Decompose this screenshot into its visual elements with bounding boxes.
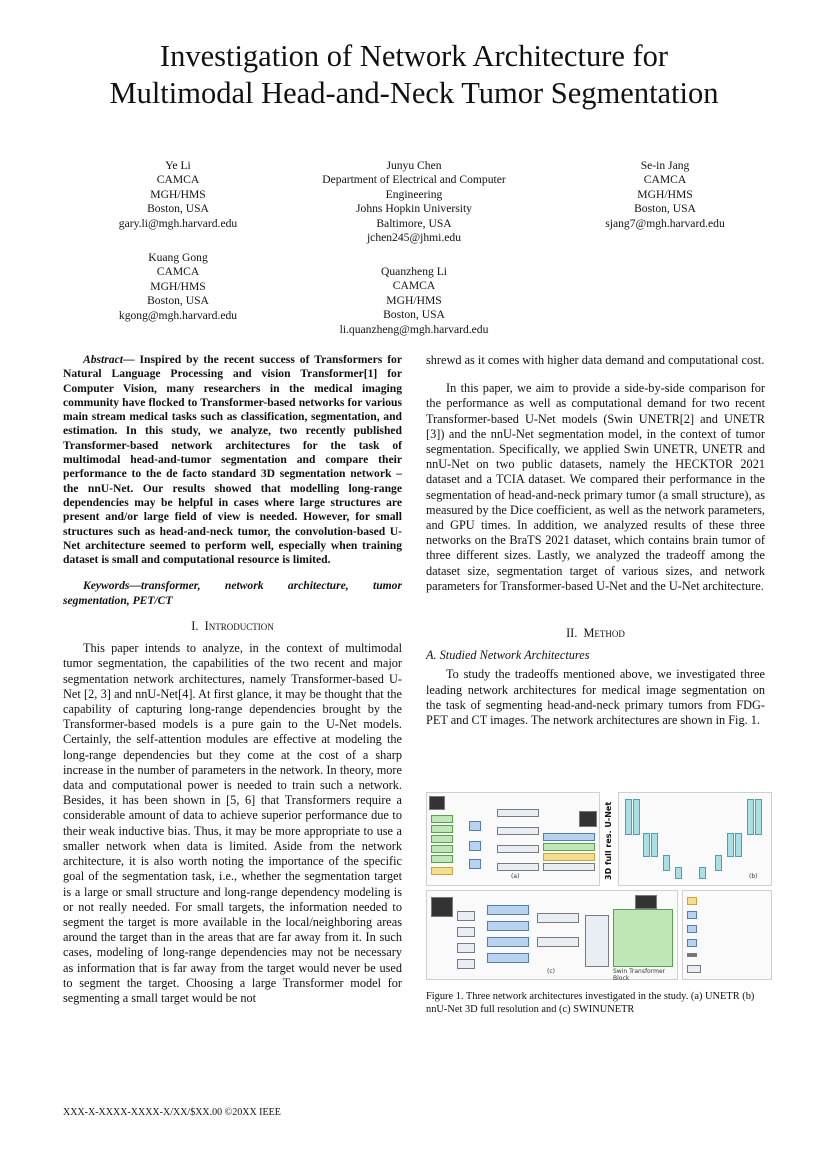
right-column	[426, 353, 765, 728]
diagram-block	[431, 845, 453, 853]
author-affiliation: Department of Electrical and Computer	[322, 173, 506, 187]
diagram-block	[715, 855, 722, 871]
author-email: li.quanzheng@mgh.harvard.edu	[339, 322, 489, 336]
section-title: Method	[583, 626, 625, 641]
title-line-2: Multimodal Head-and-Neck Tumor Segmentation	[109, 76, 719, 110]
diagram-block	[487, 937, 529, 947]
legend-swatch	[687, 911, 697, 919]
diagram-block	[431, 825, 453, 833]
diagram-block	[585, 915, 609, 967]
diagram-block	[747, 799, 754, 835]
author-location: Boston, USA	[147, 294, 209, 308]
author-email: gary.li@mgh.harvard.edu	[118, 216, 238, 230]
diagram-block	[537, 937, 579, 947]
diagram-block	[457, 943, 475, 953]
abstract-label: Abstract—	[83, 353, 135, 366]
author-name: Junyu Chen	[386, 159, 442, 172]
diagram-block	[727, 833, 734, 857]
intro-paragraph: This paper intends to analyze, in the context of multimodal tumor segmentation, the capabilities of the two recent and major segmentation network architectures, namely Transformer-based U-Net [2, 3] and nnU-Net[4]. At first glance, it may be thought that the capability of capturing long-range dependencies brought by the Transformer-based models is a pure gain to the U-Net models. Certainly, the self-attention modules are effective at modeling the long-range dependencies but they come at the cost of a sharp increase in the number of parameters in the network. In theory, more data and computational power is needed to train such a network. Besides, it has been shown in [5, 6] that Transformers require a considerable amount of data to achieve superior performance due to their weak inductive bias. Thus, it may be more appropriate to use a smaller network when data is limited. Aside from the network architecture, it is also worth noting the importance of the specific goal of the segmentation task, i.e., whether the segmentation target is a large or small structure and long-range dependency modeling is or not really needed. For small targets, the information needed to segment the target is more available in the local/neighboring areas around the target than in the areas that are far away from it. In such cases, modeling of long-range dependencies may not be necessary as information that is far away from the target would never be used to segment the target. Choosing a large Transformer model for segmenting a small target would be not	[63, 641, 402, 1005]
diagram-block	[487, 953, 529, 963]
abstract-text: Inspired by the recent success of Transformers for Natural Language Processing and vision Transformer[1] for Computer Vision, many researchers in the medical imaging community have flocked to Transformer-based networks for various main stream medical tasks such as classification, segmentation, and estimation. In this study, we analyze, two recently published Transformer-based network architectures for the task of multimodal head-and-tumor segmentation and compare their performance to the de facto standard 3D segmentation network – the nnU-Net. Our results showed that modelling long-range dependencies may be helpful in cases where large structures are present and/or large field of view is needed. However, for small structures such as head-and-neck tumor, the convolution-based U-Net architecture seemed to perform well, especially when training dataset is small and computational resource is limited.	[63, 353, 402, 567]
figure-panel-a	[426, 792, 600, 886]
body-paragraph: In this paper, we aim to provide a side-by-side comparison for the performance as well as computational demand for two recent Transformer-based U-Net models (Swin UNETR[2] and UNETR [3]) and the nnU-Net segmentation model, in the context of tumor segmentation. Specifically, we applied Swin UNETR, UNETR and nnU-Net on two public datasets, namely the HECKTOR 2021 dataset and a TCIA dataset. We compared their performance in the segmentation of head-and-neck primary tumor (a small structure), as measured by the Dice coefficient, as well as the network parameters, and GPU times. In addition, we analyzed results of these three networks on the BraTS 2021 dataset, which contains brain tumor of three different sizes. Lastly, we analyzed the tradeoff among the dataset size, segmentation target of various sizes, and network parameters for Transformer-based U-Net and the U-Net architecture.	[426, 381, 765, 593]
section-heading-method	[426, 626, 765, 641]
legend-swatch	[543, 853, 595, 861]
output-image	[579, 811, 597, 827]
figure-caption: Figure 1. Three network architectures investigated in the study. (a) UNETR (b) nnU-Net 3D full resolution and (c) SWINUNETR	[426, 991, 755, 1015]
legend-swatch	[687, 897, 697, 905]
input-image	[431, 897, 453, 917]
diagram-block	[487, 921, 529, 931]
swin-transformer-block	[613, 909, 673, 967]
legend-swatch	[687, 925, 697, 933]
diagram-block	[457, 959, 475, 969]
left-column	[63, 353, 402, 1006]
method-paragraph: To study the tradeoffs mentioned above, we investigated three leading network architectures for medical image segmentation on the task of segmenting head-and-neck primary tumors from FDG-PET and CT images. The network architectures are shown in Fig. 1.	[426, 667, 765, 728]
legend-swatch	[543, 843, 595, 851]
author-name: Ye Li	[165, 159, 191, 172]
diagram-block	[537, 913, 579, 923]
diagram-block	[469, 841, 481, 851]
legend-swatch	[687, 965, 701, 973]
figure-panel-b	[618, 792, 772, 886]
legend-swatch	[687, 953, 697, 957]
diagram-block	[699, 867, 706, 879]
figure-legend	[682, 890, 772, 980]
author-block	[103, 159, 253, 231]
author-name: Quanzheng Li	[381, 265, 447, 278]
subsection-heading: A. Studied Network Architectures	[426, 648, 590, 663]
legend-swatch	[687, 939, 697, 947]
panel-label-c: (c)	[547, 968, 555, 975]
author-location: Boston, USA	[634, 202, 696, 216]
paper-title	[0, 38, 828, 112]
diagram-block	[663, 855, 670, 871]
diagram-block	[469, 859, 481, 869]
section-title: Introduction	[204, 619, 274, 634]
figure-1	[426, 792, 770, 982]
legend-swatch	[543, 833, 595, 841]
diagram-block	[675, 867, 682, 879]
diagram-block	[735, 833, 742, 857]
panel-label-a: (a)	[511, 873, 520, 880]
input-image	[429, 796, 445, 810]
section-number: II.	[566, 626, 578, 641]
author-affiliation: Johns Hopkin University	[356, 202, 472, 216]
section-heading-introduction	[63, 619, 402, 634]
author-affiliation: CAMCA	[156, 265, 200, 279]
diagram-block	[497, 809, 539, 817]
diagram-block	[431, 855, 453, 863]
author-location: Boston, USA	[147, 202, 209, 216]
title-line-1: Investigation of Network Architecture for	[159, 39, 669, 73]
diagram-block	[497, 863, 539, 871]
diagram-block	[469, 821, 481, 831]
author-email: sjang7@mgh.harvard.edu	[605, 216, 725, 230]
author-block	[590, 159, 740, 231]
keywords: Keywords—transformer, network architecture, tumor segmentation, PET/CT	[63, 579, 402, 607]
diagram-block	[487, 905, 529, 915]
diagram-block	[643, 833, 650, 857]
body-paragraph: shrewd as it comes with higher data demand and computational cost.	[426, 353, 765, 367]
footer-copyright: XXX-X-XXXX-XXXX-X/XX/$XX.00 ©20XX IEEE	[63, 1107, 281, 1118]
author-name: Se-in Jang	[640, 159, 690, 172]
output-image	[635, 895, 657, 909]
diagram-block	[651, 833, 658, 857]
author-block	[304, 159, 524, 245]
diagram-block	[431, 815, 453, 823]
author-location: Boston, USA	[383, 308, 445, 322]
author-affiliation: MGH/HMS	[637, 187, 693, 201]
author-block	[103, 251, 253, 323]
author-block	[304, 265, 524, 337]
diagram-block	[625, 799, 632, 835]
author-email: jchen245@jhmi.edu	[366, 231, 462, 245]
author-affiliation: MGH/HMS	[150, 279, 206, 293]
abstract	[63, 353, 402, 567]
diagram-block	[633, 799, 640, 835]
diagram-block	[431, 835, 453, 843]
panel-label-b: (b)	[749, 873, 758, 880]
author-email: kgong@mgh.harvard.edu	[118, 308, 238, 322]
diagram-block	[431, 867, 453, 875]
legend-swatch	[543, 863, 595, 871]
author-affiliation: Engineering	[385, 187, 443, 201]
author-affiliation: MGH/HMS	[386, 293, 442, 307]
diagram-block	[457, 927, 475, 937]
swin-block-label: Swin Transformer Block	[613, 968, 666, 982]
author-affiliation: CAMCA	[643, 173, 687, 187]
diagram-block	[497, 827, 539, 835]
section-number: I.	[191, 619, 199, 634]
figure-panel-c	[426, 890, 678, 980]
author-affiliation: MGH/HMS	[150, 187, 206, 201]
figure-vertical-label: 3D full res. U-Net	[604, 801, 613, 880]
diagram-block	[497, 845, 539, 853]
author-affiliation: CAMCA	[156, 173, 200, 187]
author-affiliation: CAMCA	[392, 279, 436, 293]
author-name: Kuang Gong	[148, 251, 208, 264]
diagram-block	[457, 911, 475, 921]
diagram-block	[755, 799, 762, 835]
author-location: Baltimore, USA	[376, 216, 452, 230]
